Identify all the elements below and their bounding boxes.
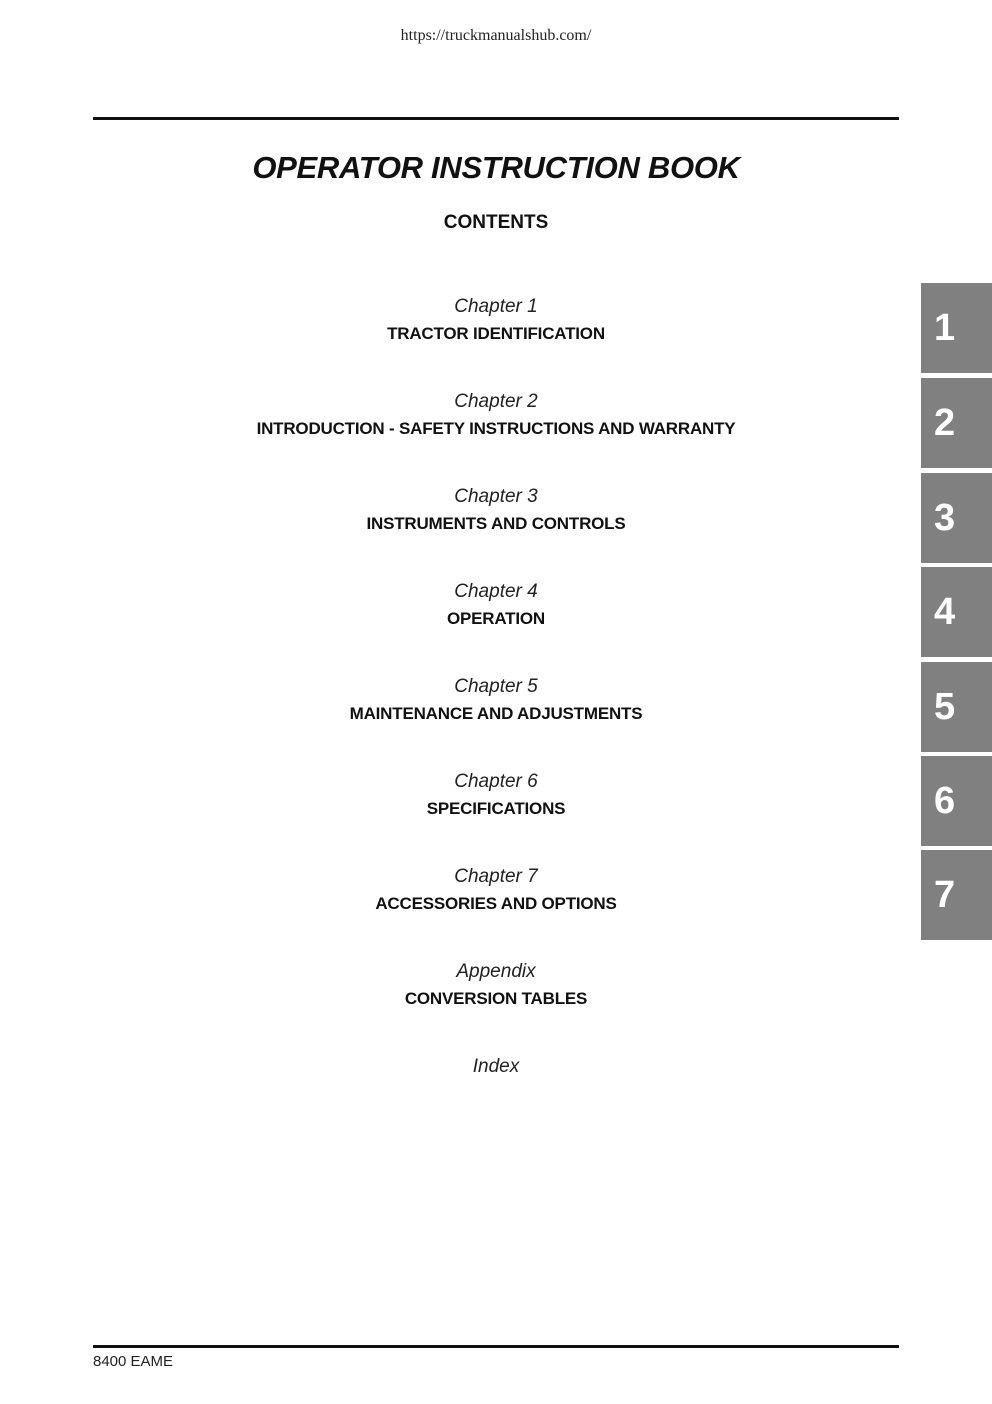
toc-chapter-label: Chapter 1: [454, 296, 538, 317]
top-divider: [93, 117, 899, 120]
toc-entry-index[interactable]: [0, 1055, 992, 1079]
toc-entry-chapter-3[interactable]: [0, 485, 992, 535]
toc-entry-appendix[interactable]: [0, 960, 992, 1010]
toc-chapter-label: Chapter 5: [454, 676, 538, 697]
toc-chapter-label: Index: [472, 1056, 520, 1077]
toc-chapter-title: INTRODUCTION - SAFETY INSTRUCTIONS AND WARRANTY: [256, 419, 736, 438]
toc-entry-chapter-1[interactable]: [0, 295, 992, 345]
chapter-tab-4[interactable]: 4: [921, 567, 992, 657]
footer-model: 8400 EAME: [93, 1353, 174, 1370]
toc-chapter-label: Chapter 4: [454, 581, 538, 602]
chapter-tab-6[interactable]: 6: [921, 756, 992, 846]
toc-chapter-label: Chapter 3: [454, 486, 538, 507]
toc-chapter-title: INSTRUMENTS AND CONTROLS: [366, 514, 626, 533]
chapter-tab-7[interactable]: 7: [921, 850, 992, 940]
toc-chapter-label: Chapter 7: [454, 866, 538, 887]
chapter-tab-5[interactable]: 5: [921, 662, 992, 752]
chapter-tab-1[interactable]: 1: [921, 283, 992, 373]
toc-chapter-label: Appendix: [456, 961, 536, 982]
toc-entry-chapter-6[interactable]: [0, 770, 992, 820]
toc-chapter-title: SPECIFICATIONS: [426, 799, 566, 818]
toc-entry-chapter-5[interactable]: [0, 675, 992, 725]
document-title: OPERATOR INSTRUCTION BOOK: [252, 150, 740, 185]
chapter-tab-2[interactable]: 2: [921, 378, 992, 468]
chapter-tab-3[interactable]: 3: [921, 473, 992, 563]
toc-chapter-label: Chapter 2: [454, 391, 538, 412]
toc-chapter-title: ACCESSORIES AND OPTIONS: [375, 894, 617, 913]
toc-chapter-label: Chapter 6: [454, 771, 538, 792]
toc-entry-chapter-2[interactable]: [0, 390, 992, 440]
toc-entry-chapter-4[interactable]: [0, 580, 992, 630]
toc-chapter-title: TRACTOR IDENTIFICATION: [387, 324, 605, 343]
toc-chapter-title: OPERATION: [446, 609, 545, 628]
toc-chapter-title: CONVERSION TABLES: [404, 989, 588, 1008]
source-url: https://truckmanualshub.com/: [400, 27, 592, 44]
contents-heading: CONTENTS: [443, 212, 549, 233]
bottom-divider: [93, 1345, 899, 1348]
toc-entry-chapter-7[interactable]: [0, 865, 992, 915]
toc-chapter-title: MAINTENANCE AND ADJUSTMENTS: [349, 704, 643, 723]
